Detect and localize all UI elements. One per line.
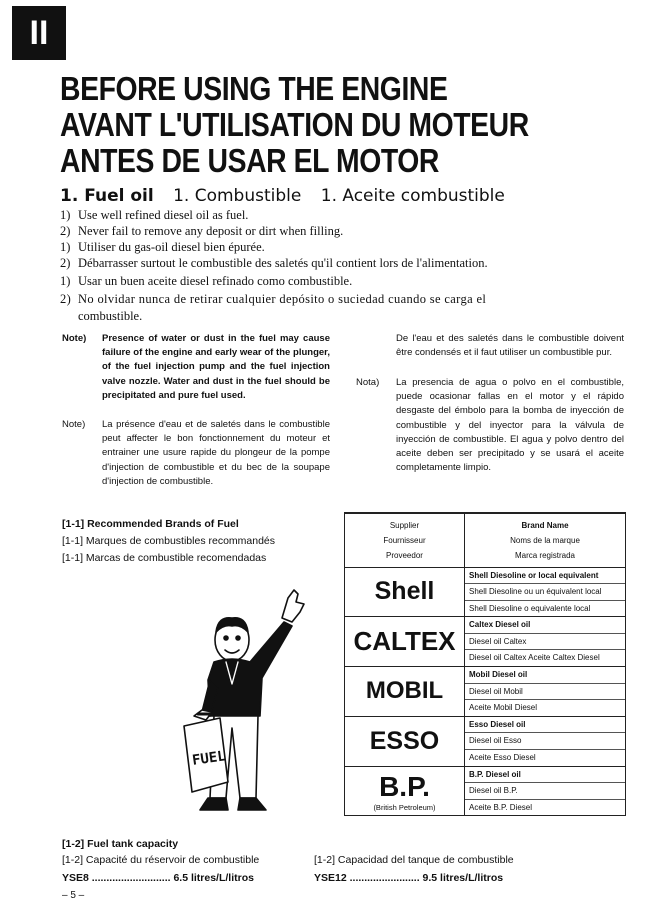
title-fr: AVANT L'UTILISATION DU MOTEUR <box>60 106 529 143</box>
table-row: ESSO Esso Diesel oil Diesel oil Esso Aceite Esso Diesel <box>345 716 626 766</box>
fuel-man-illustration <box>180 588 325 826</box>
instruction-line: combustible. <box>78 309 143 323</box>
brands-heading-es: [1-1] Marcas de combustible recomendadas <box>62 552 267 564</box>
table-row: B.P. (British Petroleum) B.P. Diesel oil Diesel oil B.P. Aceite B.P. Diesel <box>345 766 626 816</box>
section-tab: II <box>12 6 66 60</box>
esso-logo: ESSO <box>345 716 465 766</box>
instruction-line: 2) Débarrasser surtout le combustible des saletés qu'il contient lors de l'alimentation. <box>60 256 488 270</box>
bp-logo: B.P. (British Petroleum) <box>345 766 465 816</box>
capacity-yse8: YSE8 ........................... 6.5 litres/L/litros <box>62 872 254 884</box>
brands-heading-en: [1-1] Recommended Brands of Fuel <box>62 518 239 530</box>
caltex-logo: CALTEX <box>345 617 465 667</box>
supplier-header: Supplier Fournisseur Proveedor <box>345 513 465 567</box>
instruction-line: 1) Usar un buen aceite diesel refinado como combustible. <box>60 274 353 288</box>
note-es: Nota) La presencia de agua o polvo en el combustible, puede ocasionar fallas en el motor y el rápido desgaste del émbolo para la bomba de inyección de combustible y del inyector para la válvula de inyección de combustible. El agua y polvo dentro del aceite deben ser precipitado y se usará el aceite completamente limpio. <box>356 377 624 474</box>
title-en: BEFORE USING THE ENGINE <box>60 70 448 107</box>
brand-header: Brand Name Noms de la marque Marca registrada <box>465 513 626 567</box>
instruction-line: 1) Use well refined diesel oil as fuel. <box>60 208 249 222</box>
table-row: MOBIL Mobil Diesel oil Diesel oil Mobil Aceite Mobil Diesel <box>345 667 626 717</box>
instruction-line: 1) Utiliser du gas-oil diesel bien épurée. <box>60 240 265 254</box>
table-header-row <box>345 513 626 567</box>
table-row: CALTEX Caltex Diesel oil Diesel oil Caltex Diesel oil Caltex Aceite Caltex Diesel <box>345 617 626 667</box>
heading-fr: 1. Combustible <box>173 186 302 206</box>
note-fr: Note) La présence d'eau et de saletés dans le combustible peut affecter le bon fonctionnement du moteur et entrainer une usure rapide du plongeur de la pompe d'injection de combustible et du bec de la soupape d'injection de combustible. <box>62 419 330 487</box>
note-en: Note) Presence of water or dust in the fuel may cause failure of the engine and early wear of the plunger, of the fuel injection pump and the fuel injection valve nozzle. Water and dust in the fuel should be precipitated and pure fuel used. <box>62 333 330 401</box>
fuel-can-label: FUEL <box>191 748 227 769</box>
capacity-yse12: YSE12 ........................ 9.5 litres/L/litros <box>314 872 504 884</box>
heading-en: 1. Fuel oil <box>60 186 154 206</box>
mobil-logo: MOBIL <box>345 667 465 717</box>
heading-es: 1. Aceite combustible <box>320 186 505 206</box>
capacity-heading-fr: [1-2] Capacité du réservoir de combustible <box>62 854 260 866</box>
instruction-line: 2) No olvidar nunca de retirar cualquier depósito o suciedad cuando se carga el <box>60 292 487 306</box>
shell-logo: Shell <box>345 567 465 617</box>
table-row: Shell Shell Diesoline or local equivalent Shell Diesoline ou un équivalent local Shell Diesoline o equivalente local <box>345 567 626 617</box>
capacity-heading-en: [1-2] Fuel tank capacity <box>62 838 179 850</box>
note-fr-continued: De l'eau et des saletés dans le combustible doivent être condensés et il faut utiliser un combustible pur. <box>396 333 624 359</box>
page-number: – 5 – <box>62 890 85 901</box>
section-heading <box>60 186 519 206</box>
capacity-heading-es: [1-2] Capacidad del tanque de combustible <box>314 854 514 866</box>
instruction-line: 2) Never fail to remove any deposit or dirt when filling. <box>60 224 344 238</box>
fuel-brands-table <box>344 512 626 816</box>
title-es: ANTES DE USAR EL MOTOR <box>60 142 439 179</box>
brands-heading-fr: [1-1] Marques de combustibles recommandés <box>62 535 276 547</box>
